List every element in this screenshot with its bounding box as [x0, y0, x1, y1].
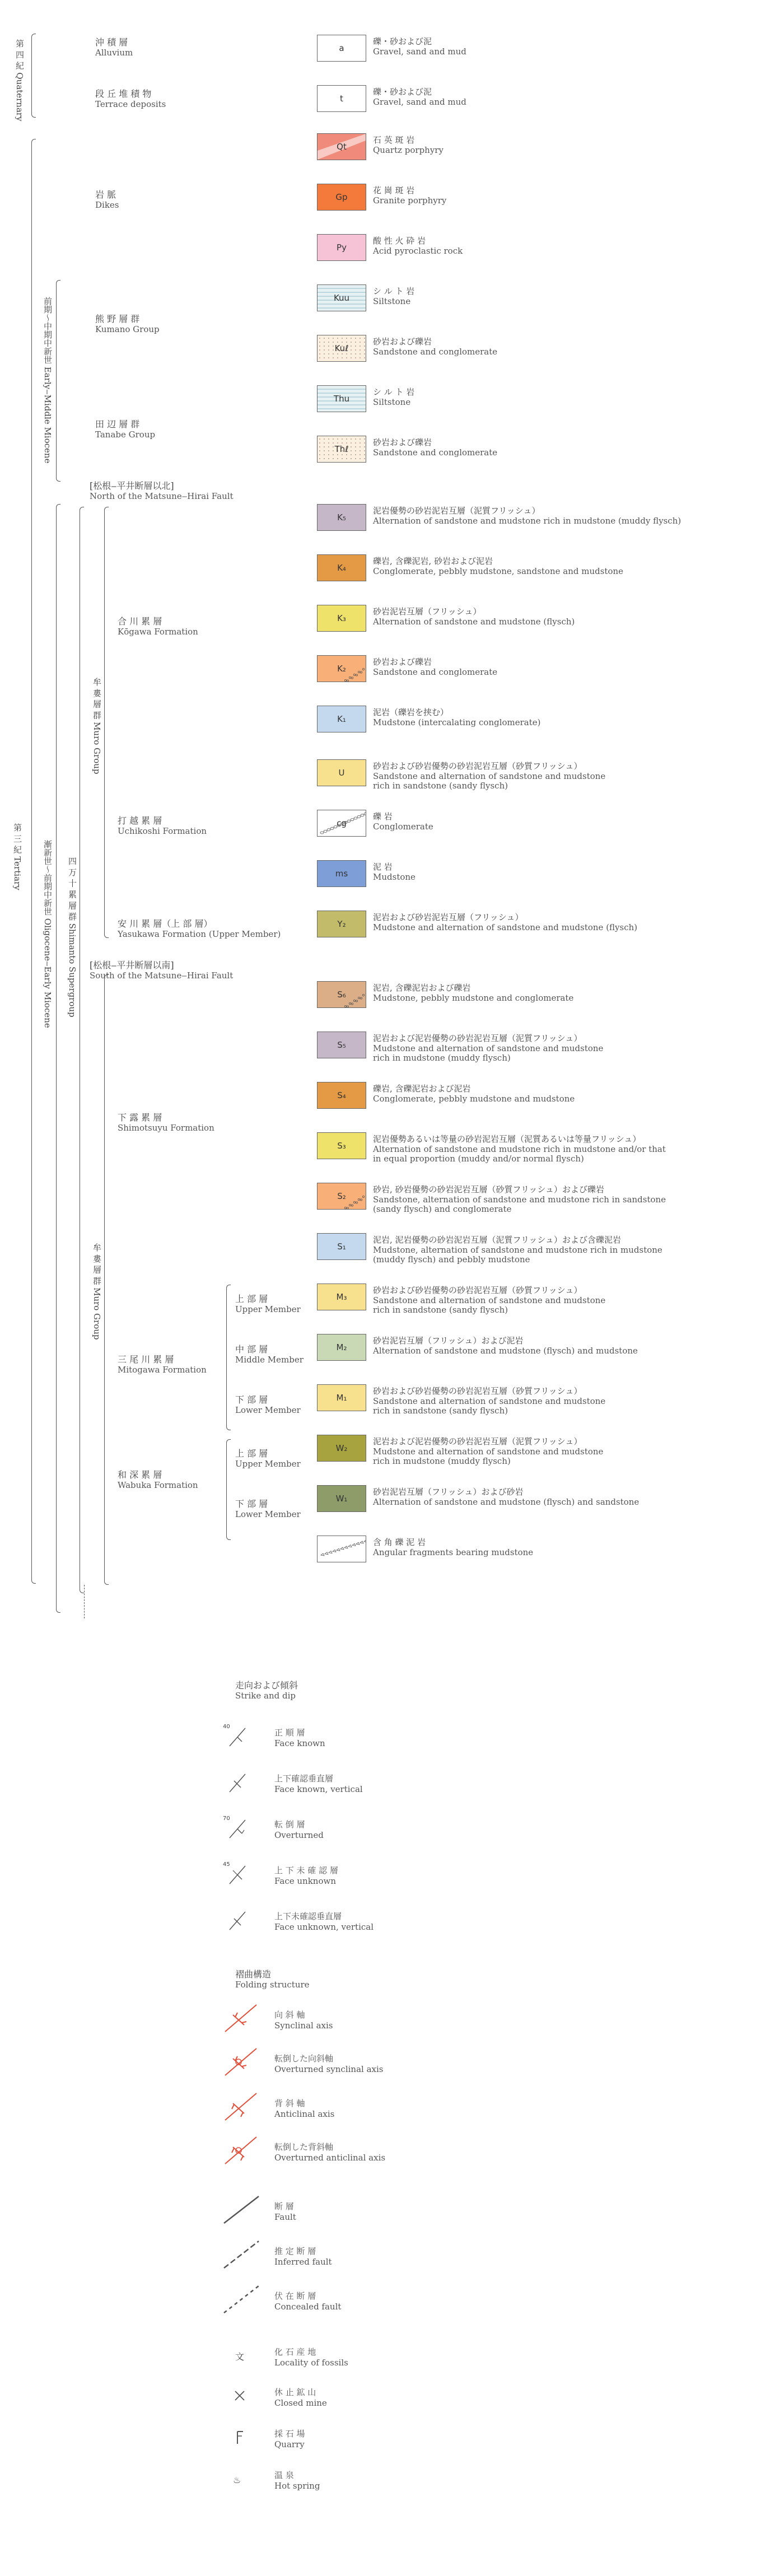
unit-swatch	[317, 1334, 366, 1361]
symbol-label-en: Quarry	[274, 2439, 305, 2449]
unit-description-en: Mudstone (intercalating conglomerate)	[373, 717, 541, 727]
symbol-label-jp: 温 泉	[274, 2470, 294, 2480]
uchikoshi-en: Uchikoshi Formation	[118, 826, 207, 836]
alluvium-jp: 沖 積 層	[95, 37, 128, 48]
tanabe-jp: 田 辺 層 群	[95, 419, 140, 430]
muro-upper-bracket	[104, 507, 109, 938]
unit-description-en: Gravel, sand and mud	[373, 46, 466, 57]
unit-description-en: Gravel, sand and mud	[373, 97, 466, 107]
concealed-fault-icon	[222, 2284, 267, 2317]
unit-description-en: Sandstone and alternation of sandstone and mudstone	[373, 771, 606, 781]
wabuka-jp: 和 深 累 層	[118, 1469, 162, 1480]
muro-lower-bracket	[104, 974, 109, 1585]
unit-description-en: Sandstone and alternation of sandstone and mudstone	[373, 1396, 606, 1406]
terrace-jp: 段 丘 堆 積 物	[95, 88, 152, 99]
shimanto-bracket	[80, 507, 84, 1593]
unit-description-jp: 砂岩泥岩互層（フリッシュ）および砂岩	[373, 1487, 524, 1497]
unit-description-jp: シ ル ト 岩	[373, 387, 415, 397]
tertiary-bracket	[31, 139, 36, 1584]
symbol-label-jp: 正 順 層	[274, 1728, 305, 1738]
unit-description-en: in equal proportion (muddy and/or normal flysch)	[373, 1154, 584, 1164]
unit-description-en: Sandstone and conglomerate	[373, 347, 498, 357]
unit-description-en: rich in mudstone (muddy flysch)	[373, 1456, 511, 1466]
symbol-label-jp: 転倒した向斜軸	[274, 2054, 334, 2064]
unit-swatch	[317, 1536, 366, 1562]
unit-description-jp: 泥岩優勢の砂岩泥岩互層（泥質フリッシュ）	[373, 506, 540, 516]
unit-code: Kuu	[333, 293, 350, 303]
alluvium-en: Alluvium	[95, 48, 133, 58]
face-unknown-icon	[222, 1858, 267, 1892]
south-fault-en: South of the Matsune‒Hirai Fault	[90, 970, 234, 981]
unit-code: S₅	[337, 1040, 346, 1050]
unit-swatch	[317, 385, 366, 412]
unit-code: cg	[337, 818, 347, 828]
svg-text:文: 文	[235, 2351, 245, 2362]
unit-description-en: rich in sandstone (sandy flysch)	[373, 781, 508, 791]
unit-description-en: rich in sandstone (sandy flysch)	[373, 1406, 508, 1416]
dashed-continuation	[84, 1585, 85, 1618]
unit-description-en: Mudstone, alternation of sandstone and mudstone rich in mudstone	[373, 1245, 662, 1255]
unit-swatch	[317, 706, 366, 732]
symbol-label-jp: 上下確認垂直層	[274, 1774, 334, 1784]
unit-swatch	[317, 554, 366, 581]
unit-swatch	[317, 1032, 366, 1058]
unit-swatch	[317, 1435, 366, 1462]
overturned-icon	[222, 1812, 267, 1846]
unit-swatch	[317, 504, 366, 531]
symbol-label-en: Inferred fault	[274, 2257, 332, 2267]
mitogawa-lower-en: Lower Member	[235, 1405, 301, 1415]
unit-description-en: rich in sandstone (sandy flysch)	[373, 1305, 508, 1315]
unit-swatch	[317, 1485, 366, 1512]
unit-description-jp: 泥岩および砂岩泥岩互層（フリッシュ）	[373, 912, 524, 922]
unit-code: S₄	[337, 1090, 346, 1100]
unit-code: Y₂	[337, 919, 346, 929]
symbol-label-jp: 背 斜 軸	[274, 2098, 305, 2108]
unit-description-en: Conglomerate	[373, 822, 433, 832]
inferred-fault-icon	[222, 2239, 267, 2272]
unit-code: Thu	[333, 394, 350, 404]
unit-code: K₃	[337, 613, 346, 623]
symbol-label-en: Locality of fossils	[274, 2358, 348, 2368]
symbol-label-jp: 上下未確認垂直層	[274, 1911, 342, 1921]
unit-description-jp: 泥岩優勢あるいは等量の砂岩泥岩互層（泥質あるいは等量フリッシュ）	[373, 1134, 641, 1144]
unit-description-en: Mudstone, pebbly mudstone and conglomerate	[373, 993, 574, 1003]
unit-description-jp: 砂岩および礫岩	[373, 657, 432, 667]
unit-swatch	[317, 85, 366, 112]
unit-code: K₄	[337, 563, 346, 573]
unit-code: Thℓ	[334, 444, 349, 454]
shimotsuyu-en: Shimotsuyu Formation	[118, 1123, 214, 1133]
fold-title-jp: 褶曲構造	[235, 1969, 272, 1980]
symbol-label-en: Fault	[274, 2212, 296, 2222]
oligocene-label: 漸新世〜前期中新世 Oligocene‒Early Miocene	[43, 840, 53, 1028]
unit-description-en: Alternation of sandstone and mudstone (flysch) and mudstone	[373, 1346, 638, 1356]
symbol-label-jp: 伏 在 断 層	[274, 2291, 316, 2301]
unit-code: ms	[335, 869, 348, 879]
unit-description-en: Alternation of sandstone and mudstone rich in mudstone (muddy flysch)	[373, 516, 681, 526]
mitogawa-bracket	[226, 1285, 231, 1430]
symbol-label-en: Anticlinal axis	[274, 2109, 335, 2119]
wabuka-lower-en: Lower Member	[235, 1509, 301, 1519]
unit-description-jp: 礫・砂および泥	[373, 87, 432, 97]
unit-description-en: Sandstone and conglomerate	[373, 447, 498, 458]
unit-swatch	[317, 335, 366, 362]
unit-description-jp: 泥岩, 泥岩優勢の砂岩泥岩互層（泥質フリッシュ）および含礫泥岩	[373, 1235, 622, 1245]
tanabe-en: Tanabe Group	[95, 430, 156, 440]
symbol-label-en: Face known, vertical	[274, 1784, 363, 1794]
unit-description-en: Mudstone and alternation of sandstone and mudstone	[373, 1043, 604, 1053]
unit-description-jp: 含 角 礫 泥 岩	[373, 1537, 426, 1547]
symbol-label-en: Closed mine	[274, 2398, 327, 2408]
mitogawa-jp: 三 尾 川 累 層	[118, 1354, 174, 1365]
unit-code: S₁	[337, 1242, 346, 1252]
unit-description-en: Mudstone and alternation of sandstone and mudstone	[373, 1446, 604, 1457]
kogawa-jp: 合 川 累 層	[118, 616, 162, 627]
unit-swatch	[317, 284, 366, 311]
wabuka-en: Wabuka Formation	[118, 1480, 198, 1490]
unit-code: a	[339, 43, 344, 53]
yasukawa-en: Yasukawa Formation (Upper Member)	[118, 929, 281, 939]
shimanto-label: 四 万 十 累 層 群 Shimanto Supergroup	[67, 857, 77, 1018]
uchikoshi-jp: 打 越 累 層	[118, 815, 162, 826]
unit-description-jp: 泥岩（礫岩を挟む）	[373, 707, 449, 717]
unit-description-jp: 花 崗 斑 岩	[373, 185, 415, 195]
unit-description-jp: 石 英 斑 岩	[373, 135, 415, 145]
unit-description-jp: シ ル ト 岩	[373, 286, 415, 296]
unit-swatch	[317, 133, 366, 160]
kumano-en: Kumano Group	[95, 324, 160, 334]
unit-swatch	[317, 655, 366, 682]
symbol-label-en: Overturned synclinal axis	[274, 2064, 384, 2074]
unit-description-jp: 泥岩および泥岩優勢の砂岩泥岩互層（泥質フリッシュ）	[373, 1436, 582, 1446]
mitogawa-middle-jp: 中 部 層	[235, 1344, 268, 1355]
symbol-label-jp: 化 石 産 地	[274, 2347, 316, 2357]
unit-description-en: Conglomerate, pebbly mudstone and mudstone	[373, 1094, 575, 1104]
muro-upper-label: 牟 婁 層 群 Muro Group	[92, 678, 102, 774]
terrace-en: Terrace deposits	[95, 99, 166, 109]
unit-description-jp: 礫岩, 含礫泥岩および泥岩	[373, 1084, 471, 1094]
unit-description-jp: 礫・砂および泥	[373, 36, 432, 46]
unit-code: W₂	[335, 1443, 348, 1453]
symbol-label-jp: 採 石 場	[274, 2429, 305, 2439]
unit-code: S₆	[337, 990, 346, 1000]
unit-description-jp: 砂岩および砂岩優勢の砂岩泥岩互層（砂質フリッシュ）	[373, 761, 582, 771]
unit-description-en: (muddy flysch) and pebbly mudstone	[373, 1254, 530, 1264]
unit-code: Qt	[337, 142, 347, 152]
kumano-jp: 熊 野 層 群	[95, 314, 140, 324]
muro-lower-label: 牟 婁 層 群 Muro Group	[92, 1243, 102, 1340]
oligocene-bracket	[56, 504, 60, 1613]
unit-description-en: rich in mudstone (muddy flysch)	[373, 1053, 511, 1063]
unit-swatch	[317, 860, 366, 887]
closed-mine-icon	[222, 2380, 267, 2414]
unit-description-en: Alternation of sandstone and mudstone (flysch)	[373, 617, 575, 627]
wabuka-upper-jp: 上 部 層	[235, 1448, 268, 1459]
swatch-pattern	[318, 1536, 366, 1562]
unit-swatch	[317, 234, 366, 261]
quaternary-label: 第 四 紀 Quaternary	[15, 39, 25, 122]
dikes-jp: 岩 脈	[95, 189, 116, 200]
symbol-label-en: Face unknown, vertical	[274, 1922, 374, 1932]
unit-code: Py	[337, 242, 347, 253]
unit-code: K₂	[337, 664, 346, 674]
mitogawa-en: Mitogawa Formation	[118, 1365, 207, 1375]
symbol-label-en: Synclinal axis	[274, 2020, 333, 2031]
unit-swatch	[317, 605, 366, 632]
unit-description-jp: 泥岩, 含礫泥岩および礫岩	[373, 983, 471, 993]
shimotsuyu-jp: 下 露 累 層	[118, 1112, 162, 1123]
unit-description-jp: 泥岩および泥岩優勢の砂岩泥岩互層（泥質フリッシュ）	[373, 1033, 582, 1043]
quarry-icon	[222, 2421, 267, 2455]
unit-description-en: Sandstone, alternation of sandstone and mudstone rich in sandstone	[373, 1194, 666, 1205]
fold-title-en: Folding structure	[235, 1980, 310, 1990]
wabuka-lower-jp: 下 部 層	[235, 1499, 268, 1509]
north-fault-jp: [松根‒平井断層以北]	[90, 480, 174, 491]
unit-code: K₁	[337, 714, 346, 724]
symbol-label-jp: 転倒した背斜軸	[274, 2142, 334, 2152]
unit-swatch	[317, 1384, 366, 1411]
fault-icon	[222, 2194, 267, 2228]
unit-code: S₃	[337, 1141, 346, 1151]
unit-description-jp: 砂岩および砂岩優勢の砂岩泥岩互層（砂質フリッシュ）	[373, 1285, 582, 1295]
unit-description-en: Angular fragments bearing mudstone	[373, 1547, 534, 1557]
fossil-icon	[222, 2340, 267, 2373]
unit-code: M₁	[336, 1393, 347, 1403]
unit-description-jp: 酸 性 火 砕 岩	[373, 236, 426, 246]
wabuka-upper-en: Upper Member	[235, 1459, 301, 1469]
symbol-label-en: Face known	[274, 1738, 325, 1748]
unit-description-jp: 砂岩泥岩互層（フリッシュ）	[373, 606, 482, 617]
unit-description-jp: 砂岩および砂岩優勢の砂岩泥岩互層（砂質フリッシュ）	[373, 1386, 582, 1396]
early-middle-miocene-label: 前期〜中期中新世 Early‒Middle Miocene	[43, 297, 53, 464]
dikes-en: Dikes	[95, 200, 119, 210]
unit-description-jp: 砂岩および礫岩	[373, 337, 432, 347]
unit-description-en: Siltstone	[373, 296, 411, 306]
mitogawa-lower-jp: 下 部 層	[235, 1394, 268, 1405]
kogawa-en: Kōgawa Formation	[118, 627, 198, 637]
symbol-label-en: Hot spring	[274, 2481, 320, 2491]
symbol-label-en: Overturned anticlinal axis	[274, 2153, 386, 2163]
unit-code: S₂	[337, 1191, 346, 1201]
unit-swatch	[317, 810, 366, 837]
unit-code: M₃	[336, 1292, 347, 1302]
symbol-label-jp: 推 定 断 層	[274, 2246, 316, 2256]
south-fault-jp: [松根‒平井断層以南]	[90, 960, 174, 970]
symbol-label-en: Overturned	[274, 1830, 324, 1840]
unit-description-en: Alternation of sandstone and mudstone (flysch) and sandstone	[373, 1497, 639, 1507]
unit-description-en: Sandstone and conglomerate	[373, 667, 498, 677]
unit-code: M₂	[336, 1342, 347, 1352]
unit-swatch	[317, 1132, 366, 1159]
unit-description-en: (sandy flysch) and conglomerate	[373, 1204, 512, 1214]
unit-description-jp: 砂岩泥岩互層（フリッシュ）および泥岩	[373, 1336, 524, 1346]
symbol-label-jp: 休 止 鉱 山	[274, 2387, 316, 2397]
quaternary-bracket	[31, 34, 36, 118]
unit-description-en: Quartz porphyry	[373, 145, 443, 155]
unit-code: Gp	[335, 192, 348, 202]
hot-spring-icon	[222, 2463, 267, 2496]
symbol-label-jp: 転 倒 層	[274, 1819, 305, 1830]
mitogawa-upper-en: Upper Member	[235, 1304, 301, 1314]
unit-description-en: Alternation of sandstone and mudstone rich in mudstone and/or that	[373, 1144, 666, 1154]
unit-swatch	[317, 1183, 366, 1210]
strike-dip-title-en: Strike and dip	[235, 1691, 296, 1701]
strike-dip-title-jp: 走向および傾斜	[235, 1680, 298, 1691]
unit-description-jp: 礫 岩	[373, 811, 393, 822]
overturned-anticline-icon	[222, 2135, 267, 2168]
unit-description-jp: 砂岩, 砂岩優勢の砂岩泥岩互層（砂質フリッシュ）および礫岩	[373, 1184, 605, 1194]
miocene-bracket	[56, 280, 60, 482]
svg-text:45: 45	[223, 1861, 230, 1868]
svg-text:70: 70	[223, 1816, 230, 1822]
unit-swatch	[317, 759, 366, 786]
unit-description-jp: 礫岩, 含礫泥岩, 砂岩および泥岩	[373, 556, 493, 566]
unit-swatch	[317, 1284, 366, 1310]
symbol-label-en: Face unknown	[274, 1876, 336, 1886]
unit-code: U	[338, 768, 345, 778]
north-fault-en: North of the Matsune‒Hirai Fault	[90, 491, 234, 501]
mitogawa-upper-jp: 上 部 層	[235, 1294, 268, 1304]
unit-description-en: Sandstone and alternation of sandstone and mudstone	[373, 1295, 606, 1305]
unit-description-en: Granite porphyry	[373, 195, 447, 206]
unit-code: Kuℓ	[334, 343, 349, 353]
yasukawa-jp: 安 川 累 層（上 部 層）	[118, 918, 213, 929]
symbol-label-jp: 断 層	[274, 2201, 294, 2211]
unit-code: W₁	[335, 1494, 348, 1504]
anticline-icon	[222, 2091, 267, 2125]
unit-swatch	[317, 911, 366, 937]
unit-description-jp: 泥 岩	[373, 862, 393, 872]
overturned-syncline-icon	[222, 2046, 267, 2080]
syncline-icon	[222, 2003, 267, 2036]
mitogawa-middle-en: Middle Member	[235, 1355, 304, 1365]
unit-swatch	[317, 184, 366, 211]
unit-swatch	[317, 1233, 366, 1260]
unit-description-en: Acid pyroclastic rock	[373, 246, 463, 256]
symbol-label-en: Concealed fault	[274, 2302, 342, 2312]
unit-code: t	[340, 94, 343, 104]
unit-description-en: Mudstone	[373, 872, 415, 882]
unit-description-en: Conglomerate, pebbly mudstone, sandstone and mudstone	[373, 566, 624, 576]
unit-swatch	[317, 436, 366, 463]
tertiary-label: 第 三 紀 Tertiary	[12, 823, 22, 890]
svg-text:♨: ♨	[233, 2475, 241, 2485]
unit-description-en: Mudstone and alternation of sandstone and mudstone (flysch)	[373, 922, 638, 932]
face-unknown-vertical-icon	[222, 1904, 267, 1938]
svg-text:40: 40	[223, 1724, 230, 1730]
strike-dip-icon	[222, 1720, 267, 1754]
unit-code: K₅	[337, 512, 346, 522]
unit-description-en: Siltstone	[373, 397, 411, 407]
unit-swatch	[317, 35, 366, 62]
unit-swatch	[317, 1082, 366, 1109]
wabuka-bracket	[226, 1439, 231, 1540]
symbol-label-jp: 上 下 未 確 認 層	[274, 1865, 338, 1875]
vertical-strike-icon	[222, 1766, 267, 1800]
unit-swatch	[317, 981, 366, 1008]
symbol-label-jp: 向 斜 軸	[274, 2010, 305, 2020]
unit-description-jp: 砂岩および礫岩	[373, 437, 432, 447]
